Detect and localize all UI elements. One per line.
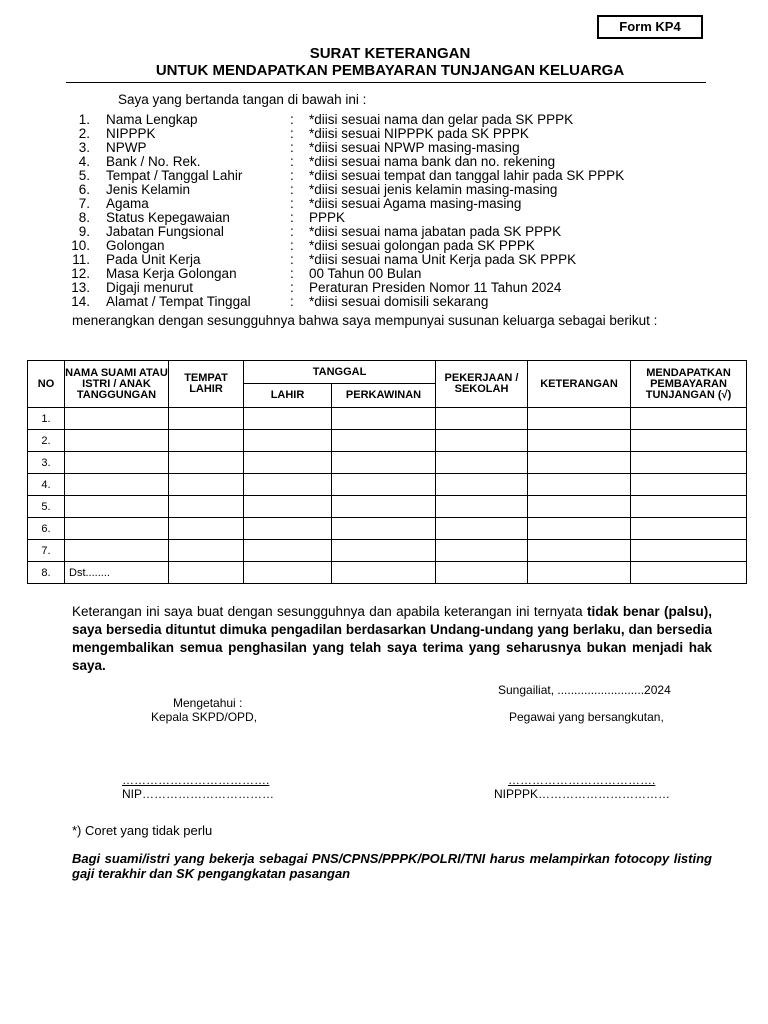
field-label: Jenis Kelamin	[106, 182, 191, 197]
field-row	[66, 281, 716, 295]
field-separator: :	[290, 196, 294, 211]
field-number: 4.	[78, 154, 90, 169]
field-separator: :	[290, 266, 294, 281]
field-number: 8.	[78, 210, 90, 225]
row-cell	[631, 562, 747, 584]
row-cell	[169, 474, 244, 496]
field-separator: :	[290, 224, 294, 239]
row-number: 5.	[28, 496, 65, 518]
right-sign-title: Pegawai yang bersangkutan,	[509, 710, 664, 724]
left-signature-line: ……………………………….	[122, 773, 270, 787]
header-date-group: TANGGAL	[244, 361, 436, 384]
table-row	[28, 452, 747, 474]
row-cell	[436, 452, 528, 474]
field-value: *diisi sesuai domisili sekarang	[309, 294, 489, 309]
field-number: 14.	[71, 294, 90, 309]
row-name	[65, 474, 169, 496]
row-cell	[332, 452, 436, 474]
field-separator: :	[290, 140, 294, 155]
row-cell	[631, 540, 747, 562]
row-number: 3.	[28, 452, 65, 474]
intro-text: Saya yang bertanda tangan di bawah ini :	[118, 92, 367, 107]
row-cell	[528, 562, 631, 584]
row-cell	[244, 496, 332, 518]
left-sign-title: Kepala SKPD/OPD,	[151, 710, 258, 724]
row-cell	[436, 408, 528, 430]
row-cell	[436, 474, 528, 496]
row-cell	[332, 496, 436, 518]
field-separator: :	[290, 168, 294, 183]
row-cell	[244, 540, 332, 562]
field-label: Digaji menurut	[106, 280, 194, 295]
row-cell	[528, 452, 631, 474]
row-cell	[436, 496, 528, 518]
attachment-note: Bagi suami/istri yang bekerja sebagai PNS/CPNS/PPPK/POLRI/TNI harus melampirkan fotocopy listing gaji terakhir dan SK pengangkatan pasangan	[72, 851, 712, 881]
row-cell	[332, 408, 436, 430]
row-cell	[244, 452, 332, 474]
header-birthplace: TEMPAT LAHIR	[169, 361, 244, 408]
field-number: 10.	[71, 238, 90, 253]
closing-statement: Keterangan ini saya buat dengan sesungguhnya dan apabila keterangan ini ternyata tidak benar (palsu), saya bersedia dituntut dimuka pengadilan berdasarkan Undang-undang yang berlaku, dan bersedia mengembalikan semua penghasilan yang telah saya terima yang seharusnya bukan menjadi hak saya.	[72, 604, 713, 673]
field-label: NPWP	[106, 140, 147, 155]
field-value: *diisi sesuai jenis kelamin masing-masing	[309, 182, 558, 197]
field-value: *diisi sesuai Agama masing-masing	[309, 196, 522, 211]
field-row	[66, 253, 716, 267]
row-cell	[169, 496, 244, 518]
row-name	[65, 518, 169, 540]
field-label: Pada Unit Kerja	[106, 252, 201, 267]
field-value: *diisi sesuai nama dan gelar pada SK PPPK	[309, 112, 574, 127]
row-cell	[436, 562, 528, 584]
field-value: *diisi sesuai nama bank dan no. rekening	[309, 154, 556, 169]
row-cell	[169, 430, 244, 452]
table-row	[28, 540, 747, 562]
row-cell	[631, 430, 747, 452]
field-value: Peraturan Presiden Nomor 11 Tahun 2024	[309, 280, 562, 295]
field-number: 3.	[78, 140, 90, 155]
row-cell	[332, 562, 436, 584]
right-signature-line: ……………………………….	[508, 773, 656, 787]
row-cell	[528, 408, 631, 430]
footnote: *) Coret yang tidak perlu	[72, 823, 213, 838]
field-separator: :	[290, 154, 294, 169]
row-cell	[631, 452, 747, 474]
row-cell	[332, 474, 436, 496]
row-cell	[244, 430, 332, 452]
row-cell	[631, 496, 747, 518]
field-number: 13.	[71, 280, 90, 295]
row-name: Dst........	[65, 562, 169, 584]
field-number: 12.	[71, 266, 90, 281]
field-row	[66, 267, 716, 281]
statement-text: menerangkan dengan sesungguhnya bahwa saya mempunyai susunan keluarga sebagai berikut :	[72, 313, 658, 328]
field-separator: :	[290, 252, 294, 267]
field-value: *diisi sesuai NPWP masing-masing	[309, 140, 520, 155]
place-date: Sungailiat, ..........................2024	[498, 683, 671, 697]
field-value: *diisi sesuai tempat dan tanggal lahir pada SK PPPK	[309, 168, 625, 183]
row-cell	[332, 518, 436, 540]
row-name	[65, 496, 169, 518]
field-separator: :	[290, 126, 294, 141]
field-separator: :	[290, 210, 294, 225]
row-cell	[436, 518, 528, 540]
field-label: Status Kepegawaian	[106, 210, 230, 225]
row-number: 1.	[28, 408, 65, 430]
row-cell	[332, 540, 436, 562]
field-value: PPPK	[309, 210, 346, 225]
field-number: 11.	[72, 252, 90, 267]
row-name	[65, 452, 169, 474]
row-name	[65, 408, 169, 430]
field-number: 5.	[78, 168, 90, 183]
row-cell	[169, 518, 244, 540]
field-row	[66, 211, 716, 225]
row-cell	[528, 496, 631, 518]
personal-fields-list	[66, 113, 716, 309]
row-cell	[169, 452, 244, 474]
row-name	[65, 430, 169, 452]
field-number: 9.	[78, 224, 90, 239]
field-number: 2.	[78, 126, 90, 141]
field-value: *diisi sesuai nama jabatan pada SK PPPK	[309, 224, 562, 239]
table-row	[28, 496, 747, 518]
row-cell	[631, 408, 747, 430]
row-cell	[436, 430, 528, 452]
row-cell	[332, 430, 436, 452]
field-value: *diisi sesuai golongan pada SK PPPK	[309, 238, 535, 253]
row-cell	[169, 408, 244, 430]
header-allowance: MENDAPATKAN PEMBAYARAN TUNJANGAN (√)	[631, 361, 747, 408]
field-label: Tempat / Tanggal Lahir	[106, 168, 243, 183]
table-row	[28, 408, 747, 430]
field-label: Jabatan Fungsional	[106, 224, 224, 239]
row-cell	[528, 474, 631, 496]
field-separator: :	[290, 280, 294, 295]
field-separator: :	[290, 182, 294, 197]
document-subtitle: UNTUK MENDAPATKAN PEMBAYARAN TUNJANGAN KELUARGA	[155, 62, 625, 79]
row-cell	[631, 518, 747, 540]
row-cell	[631, 474, 747, 496]
field-label: NIPPPK	[106, 126, 156, 141]
field-label: Masa Kerja Golongan	[106, 266, 237, 281]
form-code-box: Form KP4	[597, 15, 703, 39]
row-cell	[244, 474, 332, 496]
field-row	[66, 155, 716, 169]
row-name	[65, 540, 169, 562]
row-cell	[169, 540, 244, 562]
field-separator: :	[290, 112, 294, 127]
field-label: Alamat / Tempat Tinggal	[106, 294, 251, 309]
field-value: *diisi sesuai NIPPPK pada SK PPPK	[309, 126, 529, 141]
field-row	[66, 183, 716, 197]
right-nippk-line: NIPPPK……………………………	[494, 787, 671, 801]
header-marriage-date: PERKAWINAN	[332, 384, 436, 408]
left-nip-line: NIP……………………………	[122, 787, 275, 801]
field-number: 1.	[78, 112, 90, 127]
field-number: 6.	[78, 182, 90, 197]
row-cell	[528, 540, 631, 562]
field-row	[66, 295, 716, 309]
field-row	[66, 225, 716, 239]
field-separator: :	[290, 294, 294, 309]
field-value: *diisi sesuai nama Unit Kerja pada SK PPPK	[309, 252, 577, 267]
field-separator: :	[290, 238, 294, 253]
row-number: 6.	[28, 518, 65, 540]
row-cell	[244, 408, 332, 430]
header-birth-date: LAHIR	[244, 384, 332, 408]
row-cell	[244, 562, 332, 584]
field-row	[66, 239, 716, 253]
row-cell	[528, 518, 631, 540]
field-label: Bank / No. Rek.	[106, 154, 201, 169]
table-row	[28, 562, 747, 584]
field-row	[66, 113, 716, 127]
table-row	[28, 518, 747, 540]
field-row	[66, 197, 716, 211]
field-row	[66, 127, 716, 141]
header-remarks: KETERANGAN	[528, 361, 631, 408]
row-number: 2.	[28, 430, 65, 452]
row-number: 4.	[28, 474, 65, 496]
field-row	[66, 141, 716, 155]
title-divider	[66, 82, 706, 83]
row-number: 7.	[28, 540, 65, 562]
field-number: 7.	[78, 196, 90, 211]
row-cell	[244, 518, 332, 540]
row-number: 8.	[28, 562, 65, 584]
header-name: NAMA SUAMI ATAU ISTRI / ANAK TANGGUNGAN	[65, 361, 169, 408]
family-table	[27, 360, 747, 584]
field-label: Golongan	[106, 238, 165, 253]
document-title: SURAT KETERANGAN	[309, 45, 471, 62]
left-sign-label: Mengetahui :	[173, 696, 243, 710]
header-job: PEKERJAAN / SEKOLAH	[436, 361, 528, 408]
field-value: 00 Tahun 00 Bulan	[309, 266, 422, 281]
field-label: Nama Lengkap	[106, 112, 198, 127]
field-row	[66, 169, 716, 183]
row-cell	[528, 430, 631, 452]
row-cell	[436, 540, 528, 562]
field-label: Agama	[106, 196, 149, 211]
table-row	[28, 430, 747, 452]
row-cell	[169, 562, 244, 584]
table-row	[28, 474, 747, 496]
header-no: NO	[28, 361, 65, 408]
